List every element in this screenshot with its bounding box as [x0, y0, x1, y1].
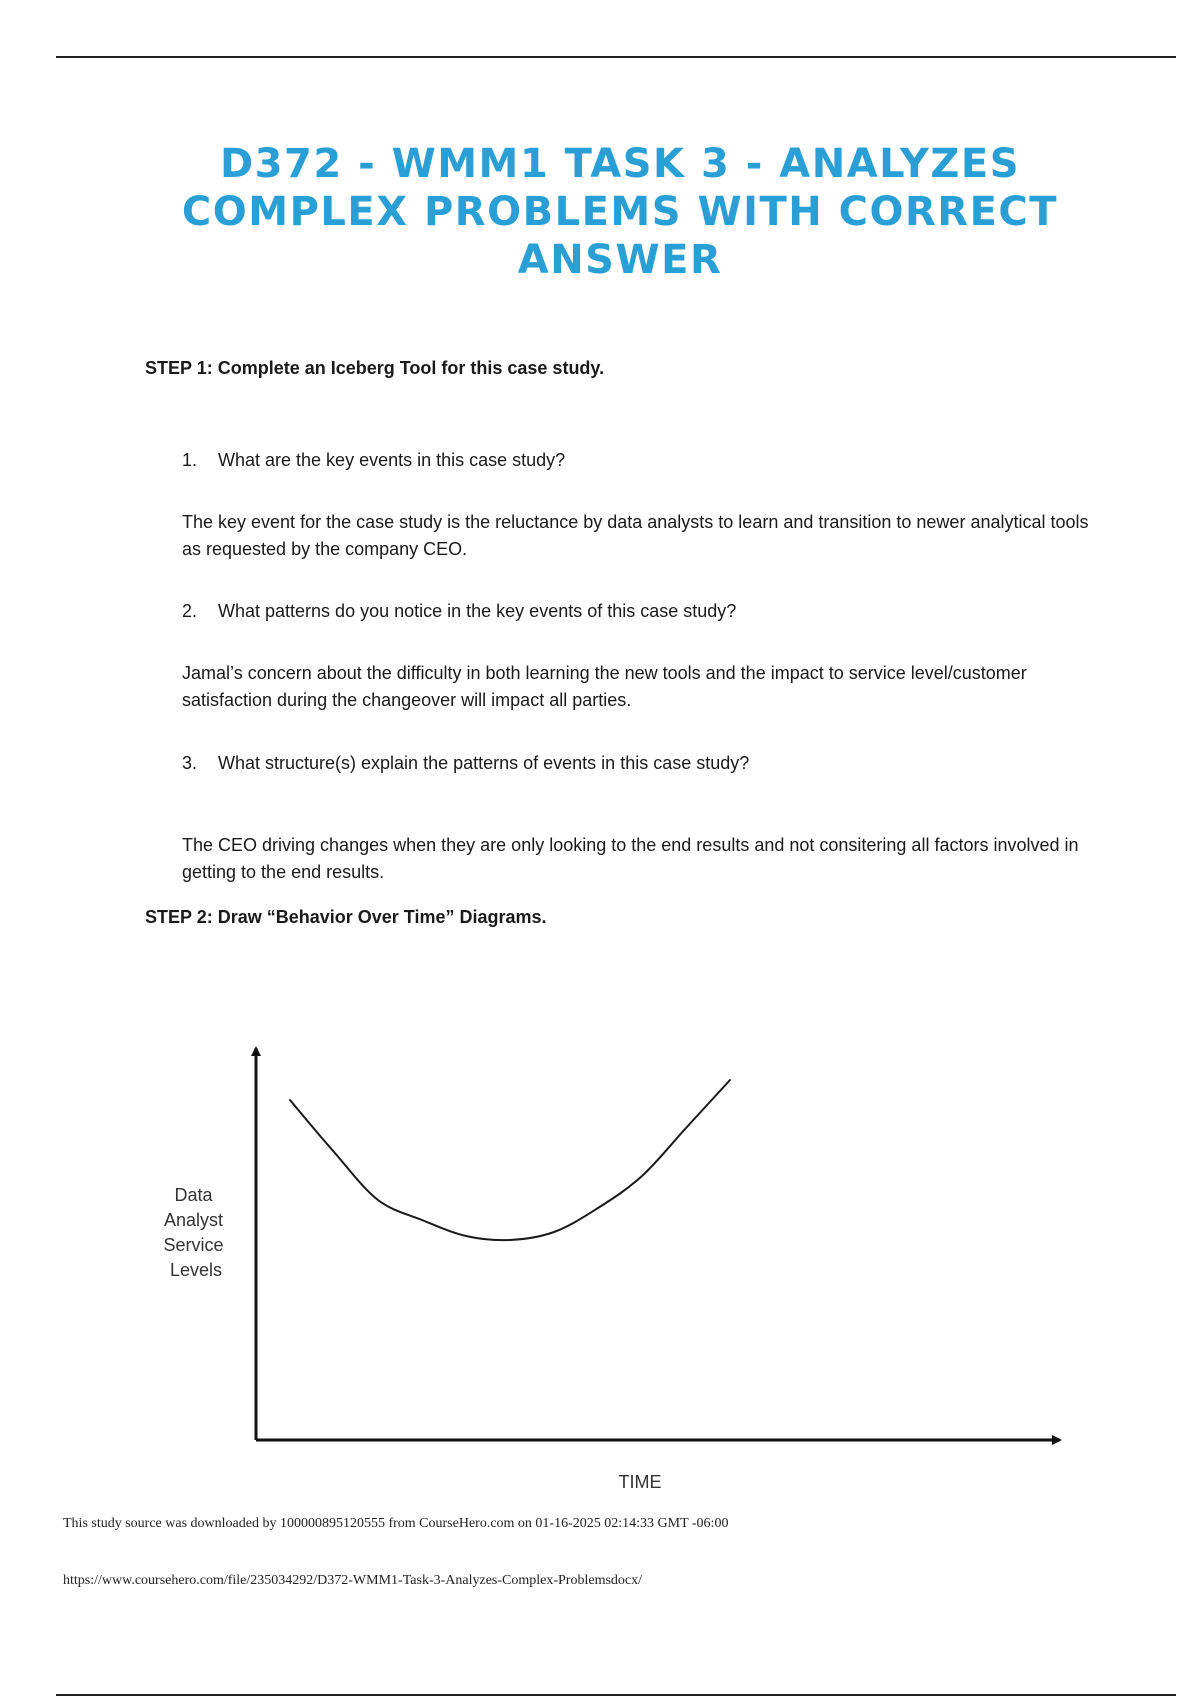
question-text: What structure(s) explain the patterns of events in this case study?: [218, 753, 750, 773]
y-axis-label-line: Service: [163, 1235, 224, 1255]
bottom-rule: [56, 1694, 1176, 1696]
top-rule: [56, 56, 1176, 58]
question-1: [182, 450, 565, 471]
answer-3: The CEO driving changes when they are only looking to the end results and not consitering all factors involved in getting to the end results.: [182, 835, 1079, 882]
download-source-note: This study source was downloaded by 100000895120555 from CourseHero.com on 01-16-2025 02:14:33 GMT -06:00: [63, 1516, 729, 1531]
y-axis-label: [163, 1185, 228, 1280]
x-axis-label: TIME: [618, 1472, 662, 1492]
question-text: What are the key events in this case study?: [218, 450, 566, 470]
question-number: 3.: [182, 753, 198, 773]
service-level-curve: [290, 1080, 730, 1240]
source-url[interactable]: https://www.coursehero.com/file/235034292/D372-WMM1-Task-3-Analyzes-Complex-Problemsdocx/: [63, 1573, 643, 1588]
step1-heading: STEP 1: Complete an Iceberg Tool for this case study.: [145, 358, 605, 378]
question-number: 1.: [182, 450, 198, 470]
behavior-over-time-chart: [150, 1040, 1070, 1500]
document-title: [120, 140, 1120, 284]
title-line: D372 - WMM1 TASK 3 - ANALYZES: [219, 141, 1021, 187]
question-2: [182, 601, 736, 622]
y-axis-label-line: Data: [174, 1185, 213, 1205]
title-line: ANSWER: [517, 237, 723, 283]
question-text: What patterns do you notice in the key events of this case study?: [218, 601, 737, 621]
y-axis-label-line: Analyst: [163, 1210, 224, 1230]
answer-2: Jamal’s concern about the difficulty in both learning the new tools and the impact to service level/customer satisfaction during the changeover will impact all parties.: [182, 663, 1027, 710]
series-layer: [290, 1080, 730, 1240]
title-line: COMPLEX PROBLEMS WITH CORRECT: [181, 189, 1059, 235]
y-axis-label-line: Levels: [169, 1260, 223, 1280]
question-number: 2.: [182, 601, 198, 621]
step2-heading: STEP 2: Draw “Behavior Over Time” Diagrams.: [145, 907, 547, 927]
answer-1: The key event for the case study is the reluctance by data analysts to learn and transition to newer analytical tools as requested by the company CEO.: [182, 512, 1089, 559]
question-3: [182, 753, 749, 774]
